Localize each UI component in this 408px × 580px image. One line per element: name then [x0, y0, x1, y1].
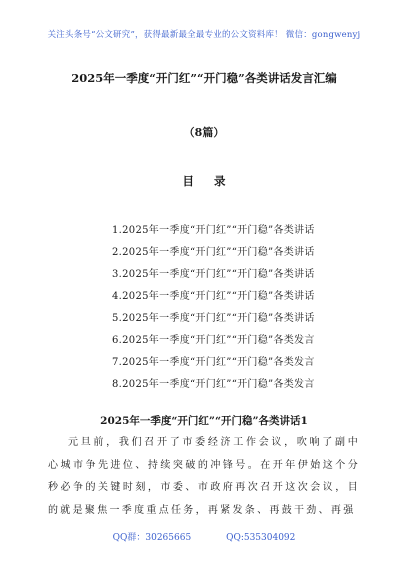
table-of-contents — [112, 220, 315, 396]
toc-heading: 目 录 — [182, 174, 234, 188]
toc-item: 3.2025年一季度“开门红”“开门稳”各类讲话 — [112, 269, 315, 280]
qq-group-text: QQ群：30265665 — [112, 533, 192, 543]
body-paragraph: 元旦前，我们召开了市委经济工作会议，吹响了副中心城市争先进位、持续突破的冲锋号。在开年伊始这个分秒必争的关键时刻，市委、市政府再次召开这次会议，目的就是聚焦一季度重点任务，再紧发条、再鼓干劲、再强 — [48, 437, 360, 516]
header-note: 关注头条号“公文研究”，获得最新最全最专业的公文资料库！ 微信：gongwenyj — [47, 30, 361, 40]
footer-contact — [0, 530, 408, 543]
toc-item: 5.2025年一季度“开门红”“开门稳”各类讲话 — [112, 313, 315, 324]
toc-item: 4.2025年一季度“开门红”“开门稳”各类讲话 — [112, 291, 315, 302]
toc-item: 7.2025年一季度“开门红”“开门稳”各类发言 — [112, 357, 315, 368]
document-title: 2025年一季度“开门红”“开门稳”各类讲话发言汇编 — [71, 71, 337, 85]
toc-item: 1.2025年一季度“开门红”“开门稳”各类讲话 — [112, 225, 315, 236]
toc-item: 2.2025年一季度“开门红”“开门稳”各类讲话 — [112, 247, 315, 258]
qq-number-text: QQ:535304092 — [226, 533, 296, 543]
section-title: 2025年一季度“开门红”“开门稳”各类讲话1 — [100, 415, 308, 427]
article-count: （8篇） — [183, 126, 225, 139]
toc-item: 6.2025年一季度“开门红”“开门稳”各类发言 — [112, 335, 315, 346]
toc-item: 8.2025年一季度“开门红”“开门稳”各类发言 — [112, 379, 315, 390]
